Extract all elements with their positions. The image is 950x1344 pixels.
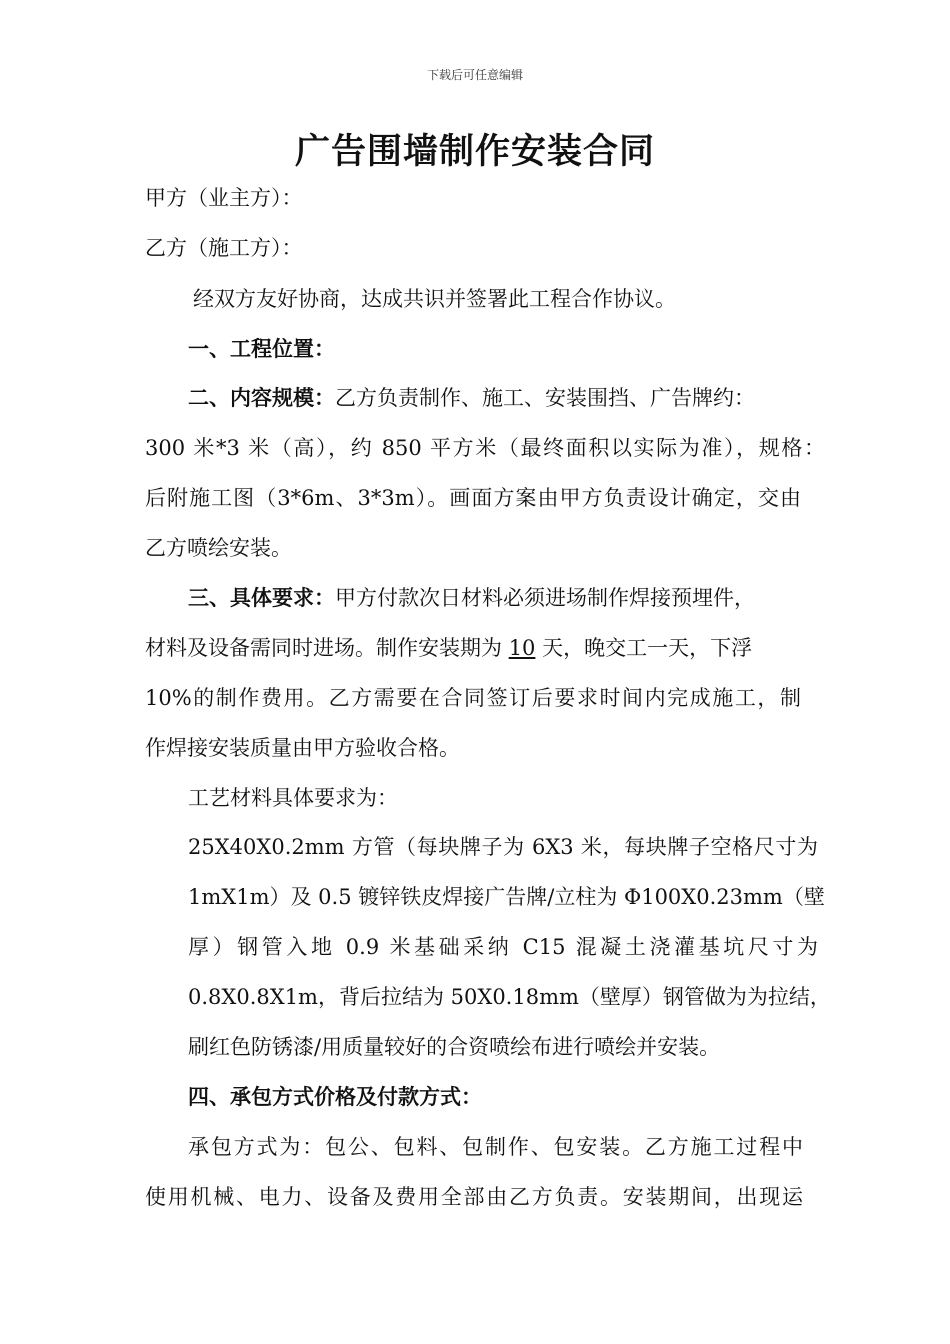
party-b-line: 乙方（施工方）： — [145, 236, 303, 260]
craft-heading: 工艺材料具体要求为： — [188, 786, 398, 810]
construction-days: 10 — [508, 636, 536, 660]
craft-line-4: 0.8X0.8X1m，背后拉结为 50X0.18mm（壁厚）钢管做为为拉结， — [188, 985, 831, 1009]
section-4-line-2: 使用机械、电力、设备及费用全部由乙方负责。安装期间，出现运 — [145, 1185, 803, 1209]
craft-line-5: 刷红色防锈漆/用质量较好的合资喷绘布进行喷绘并安装。 — [188, 1035, 721, 1059]
section-4-heading: 四、承包方式价格及付款方式： — [188, 1085, 482, 1109]
intro-paragraph: 经双方友好协商，达成共识并签署此工程合作协议。 — [193, 287, 676, 311]
craft-line-3: 厚）钢管入地 0.9 米基础采纳 C15 混凝土浇灌基坑尺寸为 — [188, 935, 818, 959]
section-3-text-2a: 材料及设备需同时进场。制作安装期为 — [145, 636, 509, 660]
section-3-line-1 — [188, 583, 798, 613]
section-4-line-1: 承包方式为：包公、包料、包制作、包安装。乙方施工过程中 — [188, 1135, 803, 1159]
page-title: 广告围墙制作安装合同 — [294, 132, 655, 172]
section-3-line-3: 10%的制作费用。乙方需要在合同签订后要求时间内完成施工，制 — [145, 686, 801, 710]
header-note: 下载后可任意编辑 — [426, 68, 523, 82]
section-2-line-4: 乙方喷绘安装。 — [145, 536, 292, 560]
section-2-heading: 二、内容规模： — [188, 386, 335, 410]
section-2-text-1: 乙方负责制作、施工、安装围挡、广告牌约： — [335, 386, 755, 410]
section-3-text-1: 甲方付款次日材料必须进场制作焊接预埋件， — [335, 586, 755, 610]
craft-line-1: 25X40X0.2mm 方管（每块牌子为 6X3 米，每块牌子空格尺寸为 — [188, 835, 818, 859]
party-a-line: 甲方（业主方）： — [145, 186, 303, 210]
section-3-heading: 三、具体要求： — [188, 586, 335, 610]
craft-line-2: 1mX1m）及 0.5 镀锌铁皮焊接广告牌/立柱为 Φ100X0.23mm（壁 — [188, 885, 825, 909]
section-3-line-2 — [145, 633, 805, 663]
section-2-line-3: 后附施工图（3*6m、3*3m）。画面方案由甲方负责设计确定，交由 — [145, 486, 801, 510]
section-2-line-1 — [188, 383, 825, 413]
section-1-heading: 一、工程位置： — [188, 337, 335, 361]
section-3-text-2b: 天，晚交工一天，下浮 — [535, 636, 753, 660]
section-2-line-2: 300 米*3 米（高），约 850 平方米（最终面积以实际为准），规格： — [145, 436, 825, 460]
section-3-line-4: 作焊接安装质量由甲方验收合格。 — [145, 736, 460, 760]
